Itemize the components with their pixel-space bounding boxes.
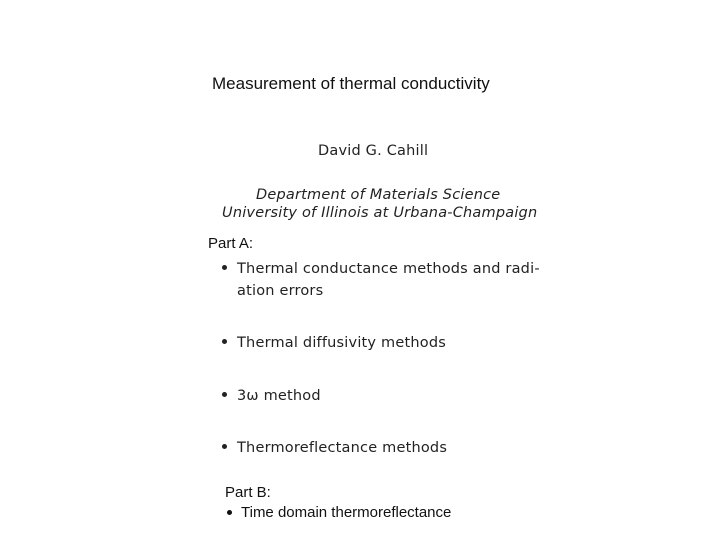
part-b-list-item [227, 504, 451, 521]
slide-title: Measurement of thermal conductivity [212, 74, 490, 93]
part-b-heading: Part B: [225, 484, 271, 501]
bullet-icon [227, 510, 232, 515]
list-item-text: Thermal diffusivity methods [237, 335, 446, 351]
bullet-icon [222, 265, 227, 270]
author-name: David G. Cahill [318, 143, 429, 159]
list-item-text: 3ω method [237, 388, 321, 404]
list-item-text: Thermoreflectance methods [237, 440, 448, 456]
bullet-icon [222, 392, 227, 397]
bullet-icon [222, 444, 227, 449]
list-item-text-continued: ation errors [237, 283, 324, 299]
department-name: Department of Materials Science [256, 187, 501, 203]
part-a-heading: Part A: [208, 235, 254, 252]
university-name: University of Illinois at Urbana-Champaign [222, 205, 538, 221]
list-item-text: Time domain thermoreflectance [241, 504, 452, 521]
bullet-icon [222, 339, 227, 344]
list-item-text: Thermal conductance methods and radi- [237, 261, 540, 277]
